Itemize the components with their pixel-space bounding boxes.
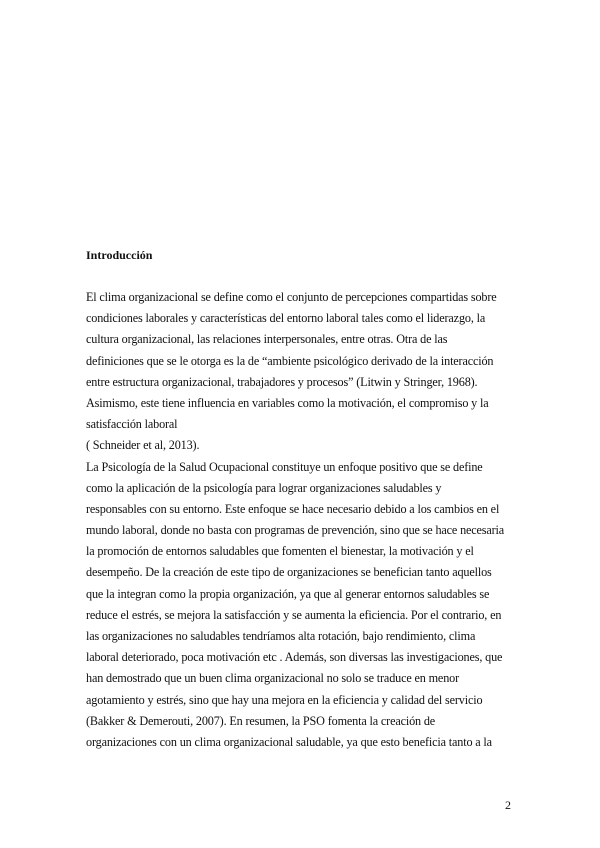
text-line: (Bakker & Demerouti, 2007). En resumen, la PSO fomenta la creación de (86, 713, 436, 728)
text-line: agotamiento y estrés, sino que hay una mejora en la eficiencia y calidad del servicio (86, 692, 483, 707)
page-number: 2 (505, 798, 511, 812)
text-line: definiciones que se le otorga es la de “ambiente psicológico derivado de la interacción (86, 353, 494, 368)
text-line: satisfacción laboral (86, 417, 178, 432)
text-line: ( Schneider et al, 2013). (86, 438, 200, 453)
text-line: La Psicología de la Salud Ocupacional constituye un enfoque positivo que se define (86, 459, 483, 474)
text-line: laboral deteriorado, poca motivación etc . Además, son diversas las investigaciones, que (86, 650, 503, 665)
text-line: como la aplicación de la psicología para lograr organizaciones saludables y (86, 480, 442, 495)
text-line: El clima organizacional se define como el conjunto de percepciones compartidas sobre (86, 290, 497, 304)
text-line: condiciones laborales y características del entorno laboral tales como el liderazgo, la (86, 311, 486, 326)
text-line: mundo laboral, donde no basta con programas de prevención, sino que se hace necesaria (86, 523, 505, 538)
text-line: desempeño. De la creación de este tipo de organizaciones se benefician tanto aquellos (86, 565, 492, 580)
body-text (86, 287, 526, 753)
text-line: reduce el estrés, se mejora la satisfacción y se aumenta la eficiencia. Por el contrario, en (86, 607, 502, 622)
text-line: responsables con su entorno. Este enfoque se hace necesario debido a los cambios en el (86, 501, 500, 516)
text-line: la promoción de entornos saludables que fomenten el bienestar, la motivación y el (86, 544, 474, 559)
text-line: Asimismo, este tiene influencia en variables como la motivación, el compromiso y la (86, 395, 489, 410)
text-line: organizaciones con un clima organizacional saludable, ya que esto beneficia tanto a la (86, 734, 492, 749)
text-line: cultura organizacional, las relaciones interpersonales, entre otras. Otra de las (86, 332, 448, 347)
text-line: han demostrado que un buen clima organizacional no solo se traduce en menor (86, 671, 459, 686)
text-line: las organizaciones no saludables tendríamos alta rotación, bajo rendimiento, clima (86, 629, 476, 643)
section-heading: Introducción (86, 248, 153, 262)
text-line: entre estructura organizacional, trabajadores y procesos” (Litwin y Stringer, 1968). (86, 374, 478, 389)
text-line: que la integran como la propia organización, ya que al generar entornos saludables se (86, 586, 490, 601)
